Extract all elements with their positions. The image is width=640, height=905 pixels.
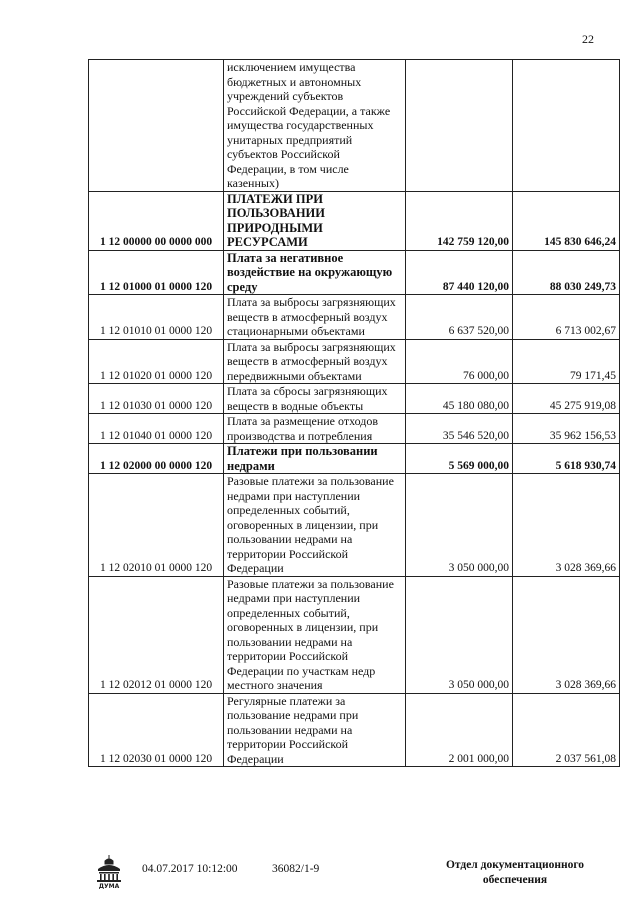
row-code: 1 12 02030 01 0000 120 [89,693,224,767]
table-row [89,474,620,577]
table-row [89,414,620,444]
row-value-plan: 76 000,00 [406,339,513,384]
row-value-fact: 145 830 646,24 [513,191,620,250]
row-code: 1 12 01000 01 0000 120 [89,250,224,295]
table-row [89,60,620,192]
row-name: Плата за размещение отходов производства и потребления [224,414,406,444]
duma-logo-text: ДУМА [98,883,120,889]
row-value-plan: 3 050 000,00 [406,576,513,693]
stamp-doc-number: 36082/1-9 [272,863,320,875]
row-name: Разовые платежи за пользование недрами при наступлении определенных событий, оговоренных в лицензии, при пользовании недрами на территории Российской Федерации по участкам недр местного значения [224,576,406,693]
row-value-plan: 6 637 520,00 [406,295,513,340]
row-name: Плата за выбросы загрязняющих веществ в атмосферный воздух передвижными объектами [224,339,406,384]
table-row [89,295,620,340]
table-row [89,693,620,767]
row-value-fact: 88 030 249,73 [513,250,620,295]
row-name: Плата за сбросы загрязняющих веществ в водные объекты [224,384,406,414]
row-value-fact [513,60,620,192]
row-code: 1 12 00000 00 0000 000 [89,191,224,250]
duma-logo-icon [94,853,124,889]
table-row [89,384,620,414]
department-stamp: Отдел документационного обеспечения [445,859,585,886]
row-name: Регулярные платежи за пользование недрами при пользовании недрами на территории Российской Федерации [224,693,406,767]
row-value-fact: 35 962 156,53 [513,414,620,444]
table-row [89,576,620,693]
footer [0,853,640,893]
row-value-fact: 6 713 002,67 [513,295,620,340]
page-number: 22 [582,32,594,46]
row-value-plan: 142 759 120,00 [406,191,513,250]
row-name: Плата за негативное воздействие на окружающую среду [224,250,406,295]
row-value-plan: 35 546 520,00 [406,414,513,444]
row-value-fact: 45 275 919,08 [513,384,620,414]
row-code: 1 12 02010 01 0000 120 [89,474,224,577]
stamp-date: 04.07.2017 10:12:00 [142,863,238,875]
row-name: исключением имущества бюджетных и автономных учреждений субъектов Российской Федерации, а также имущества государственных унитарных предприятий субъектов Российской Федерации, в том числе казенных) [224,60,406,192]
row-code: 1 12 01030 01 0000 120 [89,384,224,414]
row-value-plan: 5 569 000,00 [406,444,513,474]
row-name: Плата за выбросы загрязняющих веществ в атмосферный воздух стационарными объектами [224,295,406,340]
row-value-plan: 3 050 000,00 [406,474,513,577]
row-name: ПЛАТЕЖИ ПРИ ПОЛЬЗОВАНИИ ПРИРОДНЫМИ РЕСУРСАМИ [224,191,406,250]
row-code: 1 12 01040 01 0000 120 [89,414,224,444]
row-code [89,60,224,192]
row-value-fact: 3 028 369,66 [513,576,620,693]
budget-table [88,59,620,767]
row-value-plan: 45 180 080,00 [406,384,513,414]
row-code: 1 12 02012 01 0000 120 [89,576,224,693]
row-value-plan: 2 001 000,00 [406,693,513,767]
table-row [89,339,620,384]
table-row [89,191,620,250]
row-code: 1 12 01010 01 0000 120 [89,295,224,340]
row-value-fact: 79 171,45 [513,339,620,384]
row-code: 1 12 02000 00 0000 120 [89,444,224,474]
row-value-fact: 2 037 561,08 [513,693,620,767]
row-value-plan: 87 440 120,00 [406,250,513,295]
row-value-fact: 5 618 930,74 [513,444,620,474]
row-name: Платежи при пользовании недрами [224,444,406,474]
row-value-plan [406,60,513,192]
table-row [89,250,620,295]
table-row [89,444,620,474]
row-code: 1 12 01020 01 0000 120 [89,339,224,384]
row-value-fact: 3 028 369,66 [513,474,620,577]
row-name: Разовые платежи за пользование недрами при наступлении определенных событий, оговоренных в лицензии, при пользовании недрами на территории Российской Федерации [224,474,406,577]
